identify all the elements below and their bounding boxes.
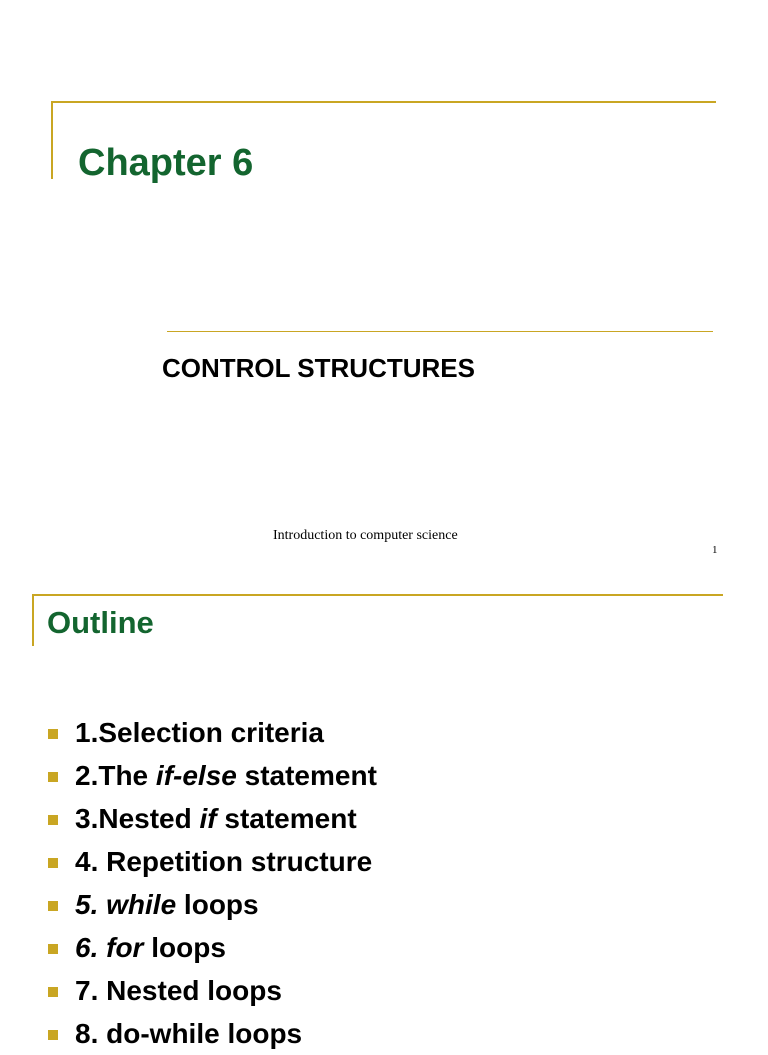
item-emphasis: if-else	[155, 760, 237, 791]
item-text: 2.The	[75, 760, 156, 791]
item-text-tail: statement	[216, 803, 357, 834]
square-bullet-icon	[48, 772, 58, 782]
chapter-title: Chapter 6	[78, 142, 254, 184]
square-bullet-icon	[48, 901, 58, 911]
chapter-subtitle: CONTROL STRUCTURES	[162, 353, 475, 383]
item-text: 1.Selection criteria	[75, 717, 325, 748]
square-bullet-icon	[48, 1030, 58, 1040]
page-number: 1	[712, 544, 718, 556]
left-accent-rule	[51, 101, 53, 179]
outline-list	[0, 711, 377, 1055]
outline-title: Outline	[47, 605, 154, 640]
item-emphasis: 6. for	[75, 932, 144, 963]
item-text-tail: statement	[236, 760, 377, 791]
outline-item	[0, 754, 377, 797]
outline-item	[0, 840, 377, 883]
top-accent-rule	[32, 594, 723, 596]
item-text: 8. do-while loops	[75, 1018, 303, 1049]
item-text: 7. Nested loops	[75, 975, 282, 1006]
item-emphasis: 5. while	[75, 889, 177, 920]
square-bullet-icon	[48, 815, 58, 825]
item-text: 3.Nested	[75, 803, 200, 834]
outline-item	[0, 926, 377, 969]
square-bullet-icon	[48, 987, 58, 997]
item-text-tail: loops	[176, 889, 259, 920]
outline-item	[0, 1012, 377, 1055]
square-bullet-icon	[48, 944, 58, 954]
square-bullet-icon	[48, 729, 58, 739]
top-accent-rule	[51, 101, 716, 103]
left-accent-rule	[32, 594, 34, 646]
square-bullet-icon	[48, 858, 58, 868]
slide-footer: Introduction to computer science	[273, 528, 458, 543]
outline-item	[0, 797, 377, 840]
item-text-tail: loops	[143, 932, 226, 963]
item-emphasis: if	[199, 803, 217, 834]
slide-outline	[0, 580, 768, 1049]
outline-item	[0, 883, 377, 926]
outline-item	[0, 711, 377, 754]
subtitle-divider	[167, 331, 713, 332]
item-text: 4. Repetition structure	[75, 846, 373, 877]
outline-item	[0, 969, 377, 1012]
